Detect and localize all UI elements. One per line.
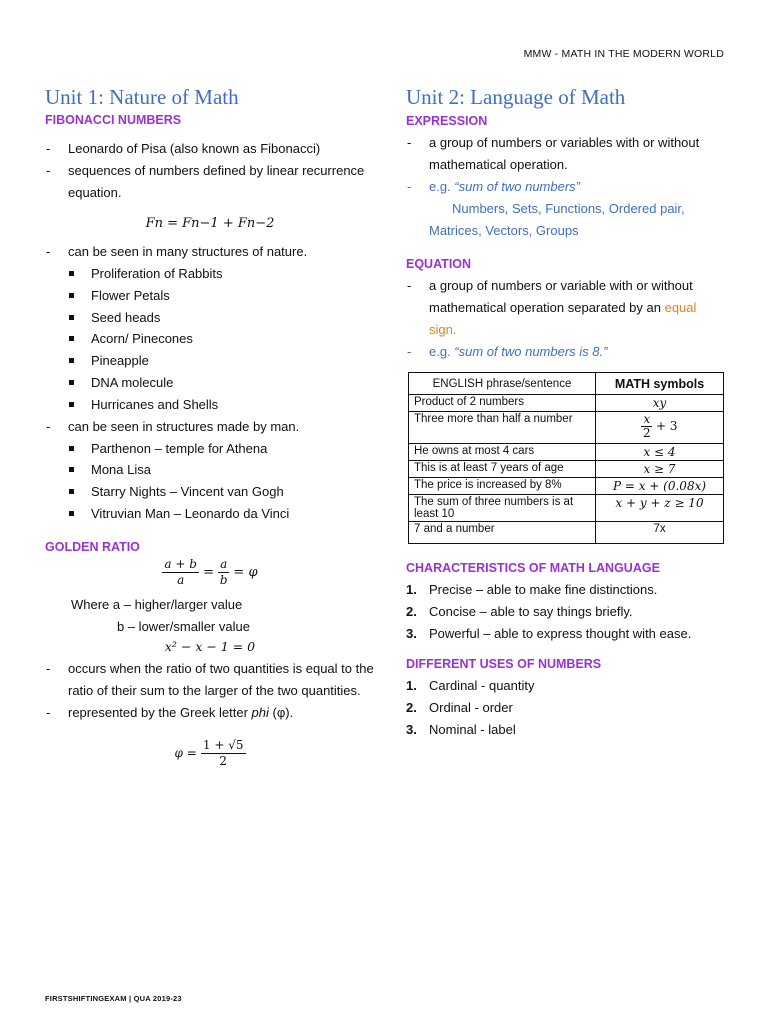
page-header: MMW - MATH IN THE MODERN WORLD xyxy=(523,48,724,60)
list-item: Proliferation of Rabbits xyxy=(45,263,375,285)
table-row: The sum of three numbers is at least 10 x + y + z ≥ 10 xyxy=(409,495,724,522)
characteristics-heading: CHARACTERISTICS OF MATH LANGUAGE xyxy=(406,561,660,575)
fibonacci-heading: FIBONACCI NUMBERS xyxy=(45,113,182,127)
golden-ratio-heading: GOLDEN RATIO xyxy=(45,539,140,554)
table-row: This is at least 7 years of age x ≥ 7 xyxy=(409,461,724,478)
equation-item-1: - a group of numbers or variable with or without mathematical operation separated by an equal sign. xyxy=(406,275,726,341)
unit2-title: Unit 2: Language of Math xyxy=(406,85,626,109)
list-item: Parthenon – temple for Athena xyxy=(45,438,375,460)
expression-examples-2: Matrices, Vectors, Groups xyxy=(429,223,579,238)
list-item: 1. Precise – able to make fine distinctions. xyxy=(406,582,658,597)
page-footer: FIRSTSHIFTINGEXAM | QUA 2019-23 xyxy=(45,994,182,1003)
golden-ratio-equation: $\frac{a + b}{a}$ = $\frac{a}{b}$ = φ xyxy=(164,556,258,587)
expression-heading: EXPRESSION xyxy=(406,114,488,128)
list-item: Mona Lisa xyxy=(45,459,375,481)
fib-item-2: - sequences of numbers defined by linear recurrence equation. xyxy=(45,160,375,204)
table-row: The price is increased by 8% P = x + (0.08x) xyxy=(409,478,724,495)
where-a: Where a – higher/larger value xyxy=(71,596,243,612)
uses-heading: DIFFERENT USES OF NUMBERS xyxy=(406,657,602,671)
quadratic-equation: x² − x − 1 = 0 xyxy=(164,638,256,654)
man-made-list xyxy=(45,438,375,525)
equation-example: - e.g. “sum of two numbers is 8.” xyxy=(406,341,726,363)
unit1-title: Unit 1: Nature of Math xyxy=(45,85,239,109)
table-row: He owns at most 4 cars x ≤ 4 xyxy=(409,444,724,461)
list-item: Flower Petals xyxy=(45,285,375,307)
list-item: DNA molecule xyxy=(45,372,375,394)
table-header-row xyxy=(409,373,724,395)
list-item: 3. Nominal - label xyxy=(406,722,516,737)
nature-list xyxy=(45,263,375,416)
list-item: 3. Powerful – able to express thought with ease. xyxy=(406,626,692,641)
fib-item-3: - can be seen in many structures of nature. xyxy=(45,241,375,263)
list-item: 2. Concise – able to say things briefly. xyxy=(406,604,633,619)
expression-item-1: - a group of numbers or variables with or without mathematical operation. xyxy=(406,132,726,176)
table-col-math: MATH symbols xyxy=(596,373,724,395)
fib-item-4: - can be seen in structures made by man. xyxy=(45,416,375,438)
phrase-symbol-table xyxy=(408,372,724,544)
list-item: Seed heads xyxy=(45,307,375,329)
list-item: 2. Ordinal - order xyxy=(406,700,513,715)
list-item: 1. Cardinal - quantity xyxy=(406,678,535,693)
table-col-english: ENGLISH phrase/sentence xyxy=(409,373,596,395)
fib-item-1: - Leonardo of Pisa (also known as Fibonacci) xyxy=(45,138,375,160)
list-item: Acorn/ Pinecones xyxy=(45,328,375,350)
table-row: 7 and a number 7x xyxy=(409,522,724,544)
list-item: Starry Nights – Vincent van Gogh xyxy=(45,481,375,503)
expression-examples-1: Numbers, Sets, Functions, Ordered pair, xyxy=(452,201,685,216)
golden-item-1: - occurs when the ratio of two quantities is equal to the ratio of their sum to the larger of the two quantities. xyxy=(45,658,375,702)
where-b: b – lower/smaller value xyxy=(117,618,250,634)
list-item: Vitruvian Man – Leonardo da Vinci xyxy=(45,503,375,525)
fibonacci-equation xyxy=(45,216,375,231)
equation-heading: EQUATION xyxy=(406,257,472,271)
list-item: Pineapple xyxy=(45,350,375,372)
list-item: Hurricanes and Shells xyxy=(45,394,375,416)
unit1-column xyxy=(45,84,375,769)
table-row: Three more than half a number $\frac{x}{2}$ + 3 xyxy=(409,412,724,444)
golden-item-2: - represented by the Greek letter phi (φ). xyxy=(45,702,375,724)
fibonacci-equation-text: Fn = Fn−1 + Fn−2 xyxy=(145,216,275,231)
expression-example: - e.g. “sum of two numbers” xyxy=(406,176,726,198)
table-row: Product of 2 numbers xy xyxy=(409,395,724,412)
phi-equation: φ = $\frac{1 + √5}{2}$ xyxy=(174,737,244,768)
unit2-column xyxy=(406,84,726,741)
